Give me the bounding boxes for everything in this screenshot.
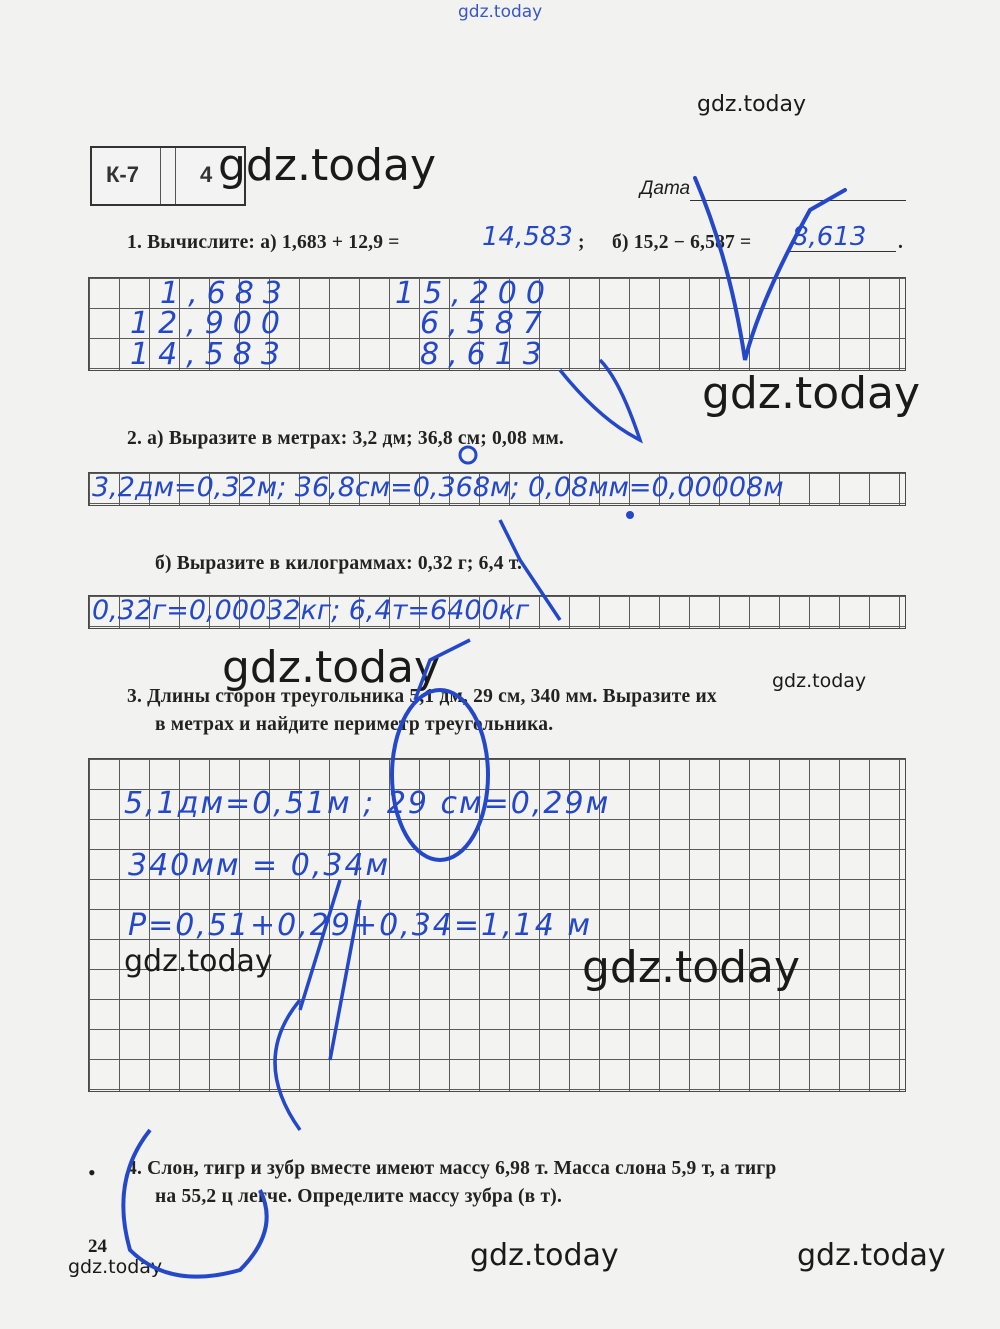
watermark-mid-left: gdz.today bbox=[222, 642, 441, 693]
task1-answer-b: 8,613 bbox=[792, 222, 867, 252]
task4-text-line1: 4. Слон, тигр и зубр вместе имеют массу 6,98 т. Масса слона 5,9 т, а тигр bbox=[127, 1158, 777, 1179]
task1-answer-a: 14,583 bbox=[482, 222, 573, 252]
task1-answer-b-line bbox=[790, 251, 896, 252]
task1-text-a: 1. Вычислите: а) 1,683 + 12,9 = bbox=[127, 232, 400, 253]
task1-col-b-2: 6,587 bbox=[420, 306, 551, 341]
test-code: К-7 bbox=[106, 162, 139, 187]
task3-text-line1: 3. Длины сторон треугольника 5,1 дм, 29 см, 340 мм. Выразите их bbox=[127, 686, 717, 707]
watermark-footer-center: gdz.today bbox=[470, 1238, 619, 1273]
task3-line2: 340мм = 0,34м bbox=[128, 848, 391, 883]
task1-text-b: б) 15,2 − 6,587 = bbox=[612, 232, 752, 253]
task1-col-b-3: 8,613 bbox=[420, 337, 551, 372]
watermark-header-large: gdz.today bbox=[218, 140, 437, 191]
scribble-dot-2 bbox=[626, 511, 634, 519]
watermark-mid-small: gdz.today bbox=[772, 670, 867, 692]
variant-number: 4 bbox=[200, 162, 213, 187]
task3-line1: 5,1дм=0,51м ; 29 см=0,29м bbox=[124, 786, 611, 821]
watermark-footer-right: gdz.today bbox=[797, 1238, 946, 1273]
task2-answer-b: 0,32г=0,00032кг; 6,4т=6400кг bbox=[92, 595, 530, 626]
task1-separator: ; bbox=[578, 232, 585, 253]
watermark-upper-right: gdz.today bbox=[697, 92, 807, 117]
task3-text-line2: в метрах и найдите периметр треугольника. bbox=[155, 714, 554, 735]
date-label: Дата bbox=[640, 178, 691, 199]
date-field-line bbox=[690, 200, 906, 201]
bullet-dot: • bbox=[88, 1160, 96, 1185]
watermark-footer-left: gdz.today bbox=[68, 1256, 163, 1278]
task1-col-a-2: 12,900 bbox=[130, 306, 289, 341]
label-separator bbox=[160, 148, 176, 204]
task1-end: . bbox=[898, 232, 904, 253]
task2-answer-a: 3,2дм=0,32м; 36,8см=0,368м; 0,08мм=0,00008м bbox=[92, 472, 784, 503]
watermark-lower-left: gdz.today bbox=[124, 944, 273, 979]
task2-text-b: б) Выразите в килограммах: 0,32 г; 6,4 т. bbox=[155, 553, 523, 574]
task1-col-a-3: 14,583 bbox=[130, 337, 289, 372]
task4-text-line2: на 55,2 ц легче. Определите массу зубра (в т). bbox=[155, 1186, 563, 1207]
task1-col-a-1: 1,683 bbox=[160, 276, 291, 311]
task3-line3: P=0,51+0,29+0,34=1,14 м bbox=[128, 908, 592, 943]
scribble-stroke-1 bbox=[560, 360, 640, 440]
page-number: 24 bbox=[88, 1236, 107, 1257]
watermark-top: gdz.today bbox=[458, 2, 543, 22]
watermark-mid-right: gdz.today bbox=[702, 368, 921, 419]
watermark-lower-right: gdz.today bbox=[582, 942, 801, 993]
task1-col-b-1: 15,200 bbox=[395, 276, 554, 311]
task2-text-a: 2. а) Выразите в метрах: 3,2 дм; 36,8 см; 0,08 мм. bbox=[127, 428, 565, 449]
